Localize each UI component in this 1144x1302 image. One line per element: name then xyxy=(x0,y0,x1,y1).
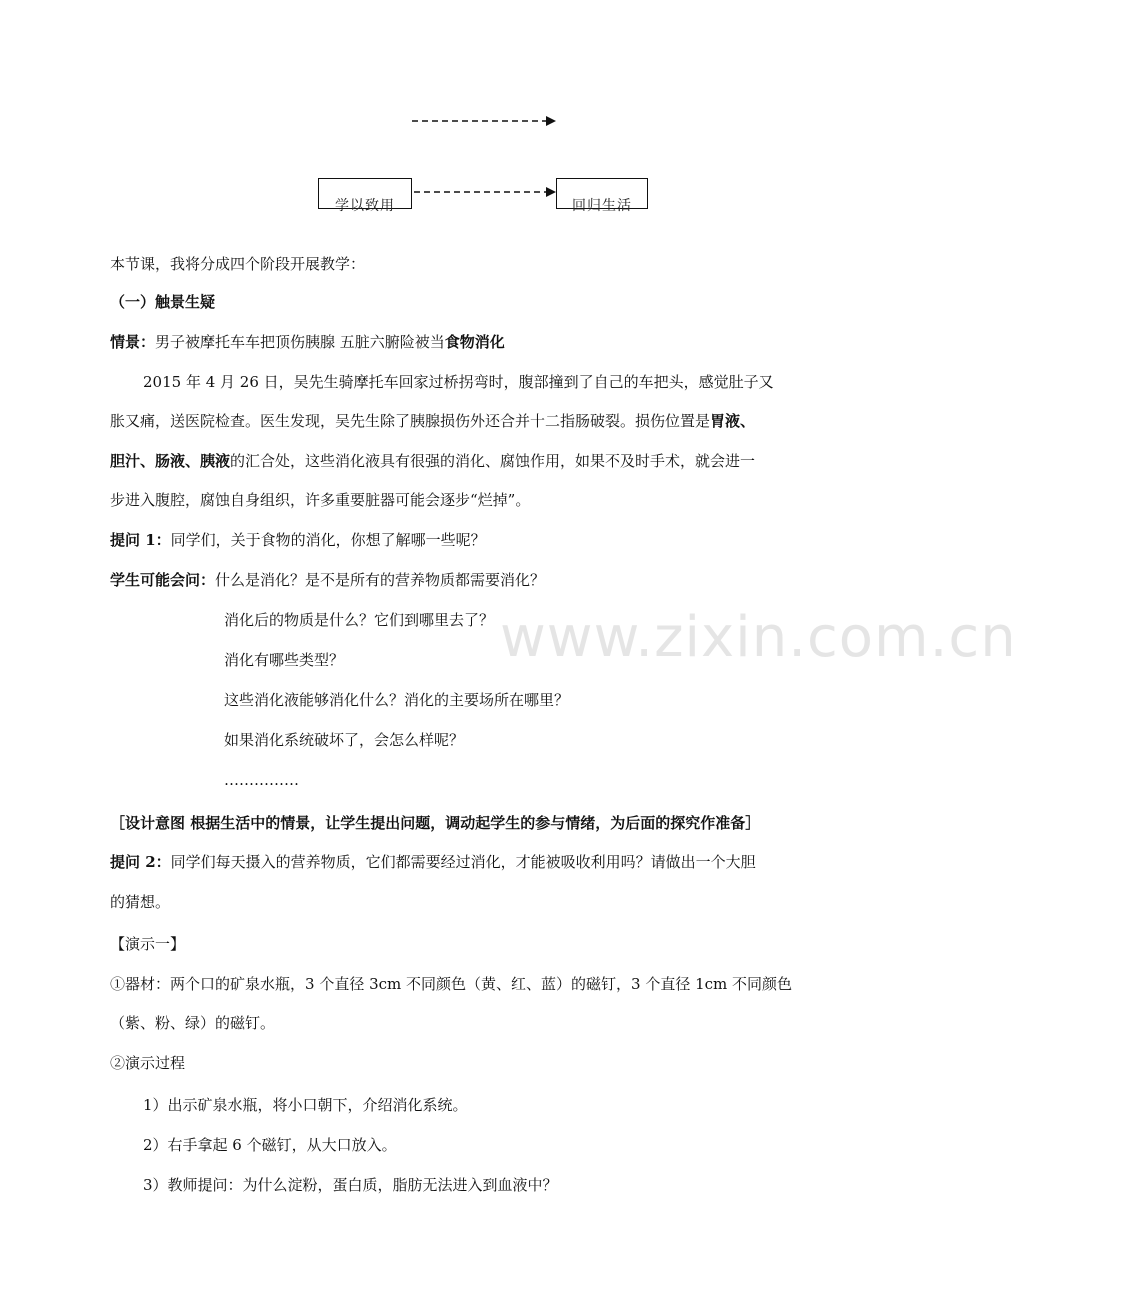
demo-step: 3）教师提问：为什么淀粉，蛋白质，脂肪无法进入到血液中？ xyxy=(143,1176,558,1194)
student-questions-line xyxy=(110,570,1030,590)
arrowhead-top xyxy=(546,116,556,126)
question2-line-2: 的猜想。 xyxy=(110,893,171,911)
student-question-ellipsis: …………… xyxy=(224,771,299,789)
demo-materials-line-2: （紫、粉、绿）的磁钉。 xyxy=(110,1014,276,1032)
story-line-2-text: 胀又痛，送医院检查。医生发现，吴先生除了胰腺损伤外还合并十二指肠破裂。损伤位置是 xyxy=(110,412,711,430)
student-question-item: 如果消化系统破坏了，会怎么样呢？ xyxy=(224,731,465,749)
design-intent: ［设计意图 根据生活中的情景，让学生提出问题，调动起学生的参与情绪，为后面的探究作准备］ xyxy=(110,814,761,832)
scene-bold-tail: 食物消化 xyxy=(444,333,505,351)
story-line-3-bold: 胆汁、肠液、胰液 xyxy=(110,452,231,470)
section1-heading: （一）触景生疑 xyxy=(110,293,216,311)
flow-box-apply-label: 学以致用 xyxy=(335,198,395,214)
flow-diagram xyxy=(0,0,920,240)
question1-text: 同学们，关于食物的消化，你想了解哪一些呢？ xyxy=(170,531,486,549)
scene-line xyxy=(110,332,1030,352)
student-question-item: 这些消化液能够消化什么？消化的主要场所在哪里？ xyxy=(224,691,570,709)
flow-box-return-life-label: 回归生活 xyxy=(572,198,632,214)
question1-line xyxy=(110,530,1030,550)
student-question-item: 消化有哪些类型？ xyxy=(224,651,345,669)
demo-step: 2）右手拿起 6 个磁钉，从大口放入。 xyxy=(143,1136,397,1154)
story-line-2 xyxy=(110,411,1030,431)
intro-paragraph: 本节课，我将分成四个阶段开展教学： xyxy=(110,255,366,273)
flow-box-apply xyxy=(318,178,412,214)
story-line-4: 步进入腹腔，腐蚀自身组织，许多重要脏器可能会逐步“烂掉”。 xyxy=(110,491,531,509)
story-line-1: 2015 年 4 月 26 日，吴先生骑摩托车回家过桥拐弯时，腹部撞到了自己的车把头，感觉肚子又 xyxy=(143,373,774,391)
flow-arrows xyxy=(0,0,920,240)
demo-heading: 【演示一】 xyxy=(110,935,186,953)
arrowhead-bottom xyxy=(546,187,556,197)
question1-label: 提问 1： xyxy=(110,531,171,549)
question2-label: 提问 2： xyxy=(110,853,171,871)
question2-line-1 xyxy=(110,852,1030,872)
demo-process-heading: ②演示过程 xyxy=(110,1054,186,1072)
demo-step: 1）出示矿泉水瓶，将小口朝下，介绍消化系统。 xyxy=(143,1096,468,1114)
watermark: www.zixin.com.cn xyxy=(500,605,1017,670)
flow-box-return-life xyxy=(556,178,648,214)
student-question-item: 消化后的物质是什么？它们到哪里去了？ xyxy=(224,611,495,629)
story-line-3-text: 的汇合处，这些消化液具有很强的消化、腐蚀作用，如果不及时手术，就会进一 xyxy=(230,452,756,470)
scene-label: 情景： xyxy=(110,333,156,351)
scene-text: 男子被摩托车车把顶伤胰腺 五脏六腑险被当 xyxy=(155,333,445,351)
student-questions-label: 学生可能会问： xyxy=(110,571,216,589)
demo-materials-line-1: ①器材：两个口的矿泉水瓶，3 个直径 3cm 不同颜色（黄、红、蓝）的磁钉，3 个直径 1cm 不同颜色 xyxy=(110,975,793,993)
story-line-2-bold: 胃液、 xyxy=(710,412,756,430)
student-question-first: 什么是消化？是不是所有的营养物质都需要消化？ xyxy=(215,571,546,589)
story-line-3 xyxy=(110,451,1030,471)
question2-text: 同学们每天摄入的营养物质，它们都需要经过消化，才能被吸收利用吗？请做出一个大胆 xyxy=(170,853,756,871)
